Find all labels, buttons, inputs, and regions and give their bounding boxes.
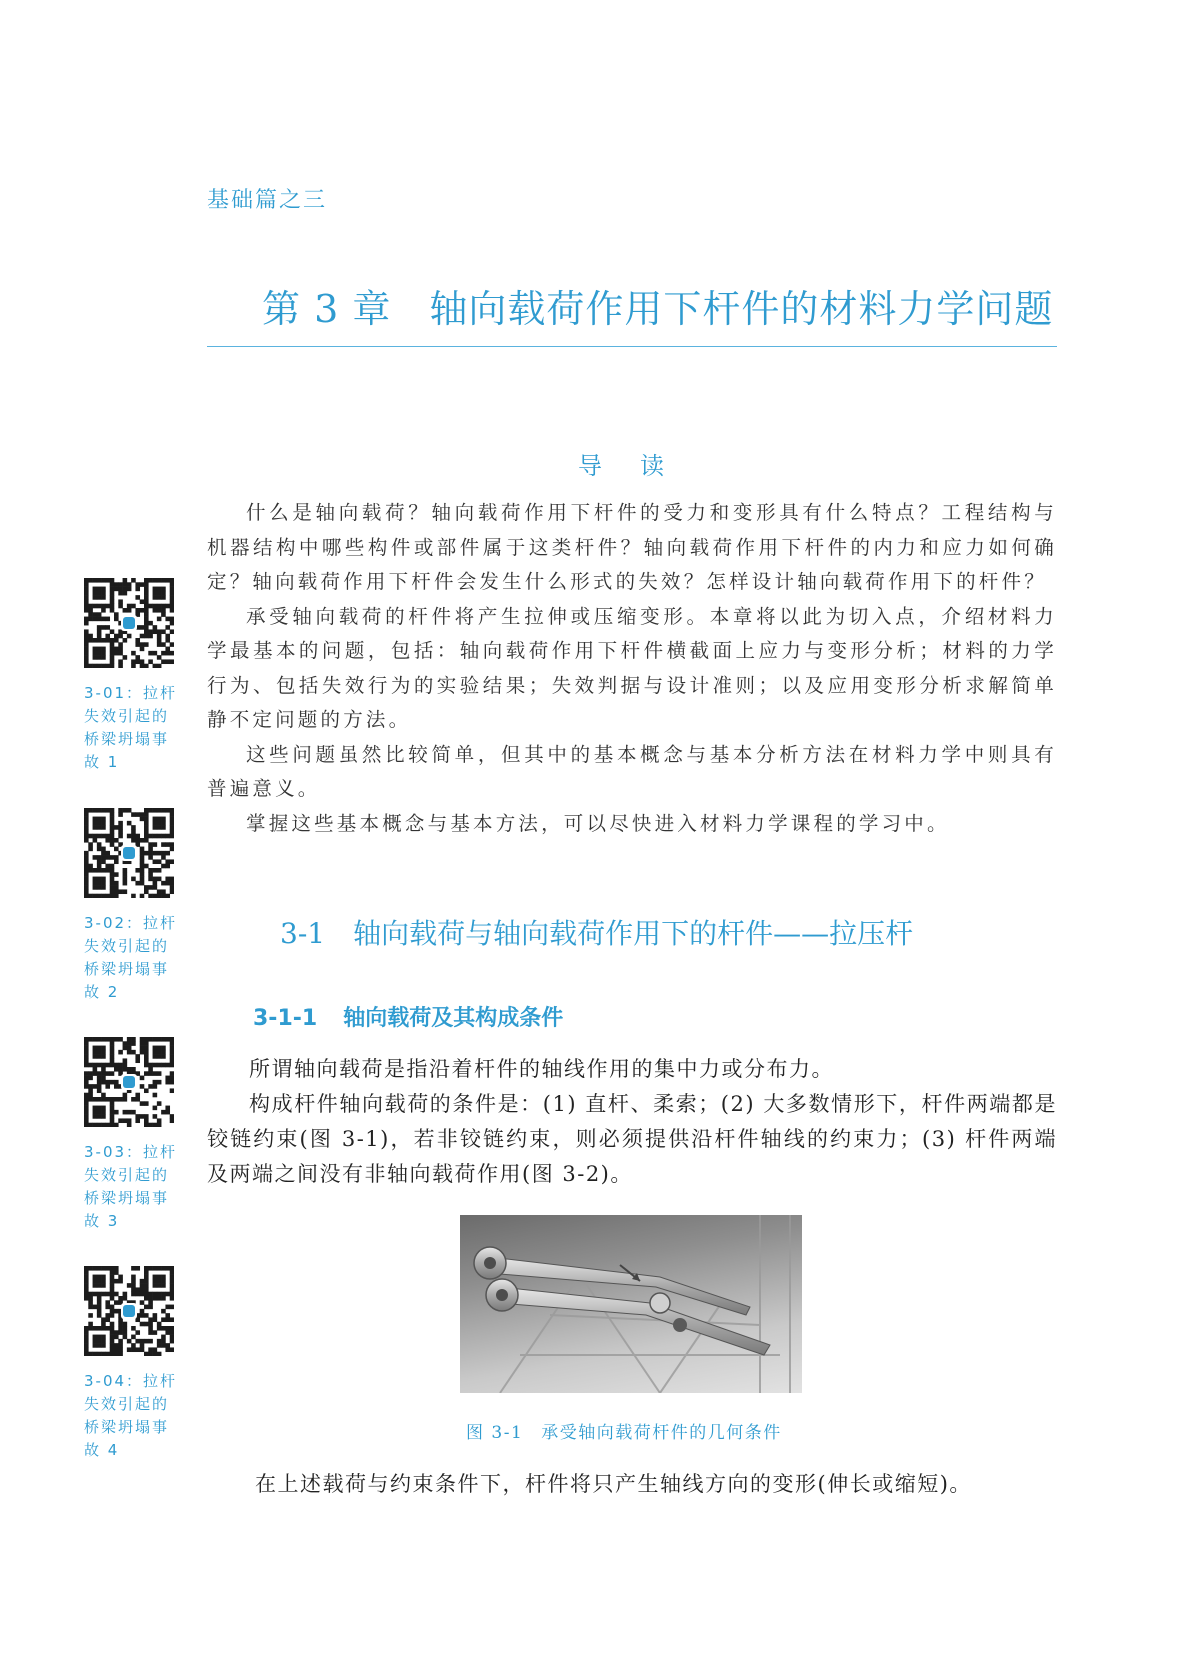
body-paragraph: 所谓轴向载荷是指沿着杆件的轴线作用的集中力或分布力。 — [249, 1057, 834, 1081]
qr-code-3-04[interactable] — [84, 1266, 174, 1356]
section-number: 3-1 — [280, 917, 326, 950]
chapter-title — [262, 278, 1053, 333]
qr-code-3-03[interactable] — [84, 1037, 174, 1127]
section-title — [280, 912, 913, 952]
qr-code-3-02[interactable] — [84, 808, 174, 898]
body-text — [207, 1052, 1057, 1192]
subsection-title — [253, 1001, 563, 1032]
section-title-text: 轴向载荷与轴向载荷作用下的杆件——拉压杆 — [353, 917, 914, 950]
qr-caption-3-02: 3-02：拉杆失效引起的桥梁坍塌事故 2 — [84, 914, 178, 1001]
truss-bar-photo — [460, 1215, 802, 1393]
qr-code-icon — [84, 578, 174, 668]
guide-paragraph: 掌握这些基本概念与基本方法，可以尽快进入材料力学课程的学习中。 — [246, 811, 950, 835]
qr-caption-3-03: 3-03：拉杆失效引起的桥梁坍塌事故 3 — [84, 1143, 178, 1230]
figure-number: 图 3-1 — [466, 1423, 524, 1443]
figure-caption — [466, 1418, 782, 1443]
guide-heading: 导读 — [578, 452, 702, 480]
chapter-number: 第 3 章 — [262, 287, 392, 331]
qr-caption-3-01: 3-01：拉杆失效引起的桥梁坍塌事故 1 — [84, 684, 178, 771]
qr-code-3-01[interactable] — [84, 578, 174, 668]
part-label: 基础篇之三 — [207, 188, 328, 213]
figure-caption-text: 承受轴向载荷杆件的几何条件 — [541, 1423, 782, 1443]
subsection-title-text: 轴向载荷及其构成条件 — [343, 1006, 564, 1031]
subsection-number: 3-1-1 — [253, 1006, 318, 1031]
figure-3-1-image — [460, 1215, 802, 1393]
body-after-figure: 在上述载荷与约束条件下，杆件将只产生轴线方向的变形(伸长或缩短)。 — [255, 1472, 972, 1496]
guide-paragraph: 这些问题虽然比较简单，但其中的基本概念与基本分析方法在材料力学中则具有普遍意义。 — [207, 742, 1057, 800]
qr-code-icon — [84, 808, 174, 898]
chapter-divider — [207, 346, 1057, 347]
guide-paragraph: 承受轴向载荷的杆件将产生拉伸或压缩变形。本章将以此为切入点，介绍材料力学最基本的问题，包括：轴向载荷作用下杆件横截面上应力与变形分析；材料的力学行为、包括失效行为的实验结果；失效判据与设计准则；以及应用变形分析求解简单静不定问题的方法。 — [207, 604, 1057, 731]
guide-text — [207, 496, 1057, 841]
qr-caption-3-04: 3-04：拉杆失效引起的桥梁坍塌事故 4 — [84, 1372, 178, 1459]
qr-code-icon — [84, 1266, 174, 1356]
chapter-title-text: 轴向载荷作用下杆件的材料力学问题 — [429, 287, 1054, 331]
qr-code-icon — [84, 1037, 174, 1127]
body-paragraph: 构成杆件轴向载荷的条件是：(1) 直杆、柔索；(2) 大多数情形下，杆件两端都是铰链约束(图 3-1)，若非铰链约束，则必须提供沿杆件轴线的约束力；(3) 杆件两端及两端之间没有非轴向载荷作用(图 3-2)。 — [207, 1092, 1057, 1186]
guide-paragraph: 什么是轴向载荷？轴向载荷作用下杆件的受力和变形具有什么特点？工程结构与机器结构中哪些构件或部件属于这类杆件？轴向载荷作用下杆件的内力和应力如何确定？轴向载荷作用下杆件会发生什么形式的失效？怎样设计轴向载荷作用下的杆件？ — [207, 501, 1057, 593]
